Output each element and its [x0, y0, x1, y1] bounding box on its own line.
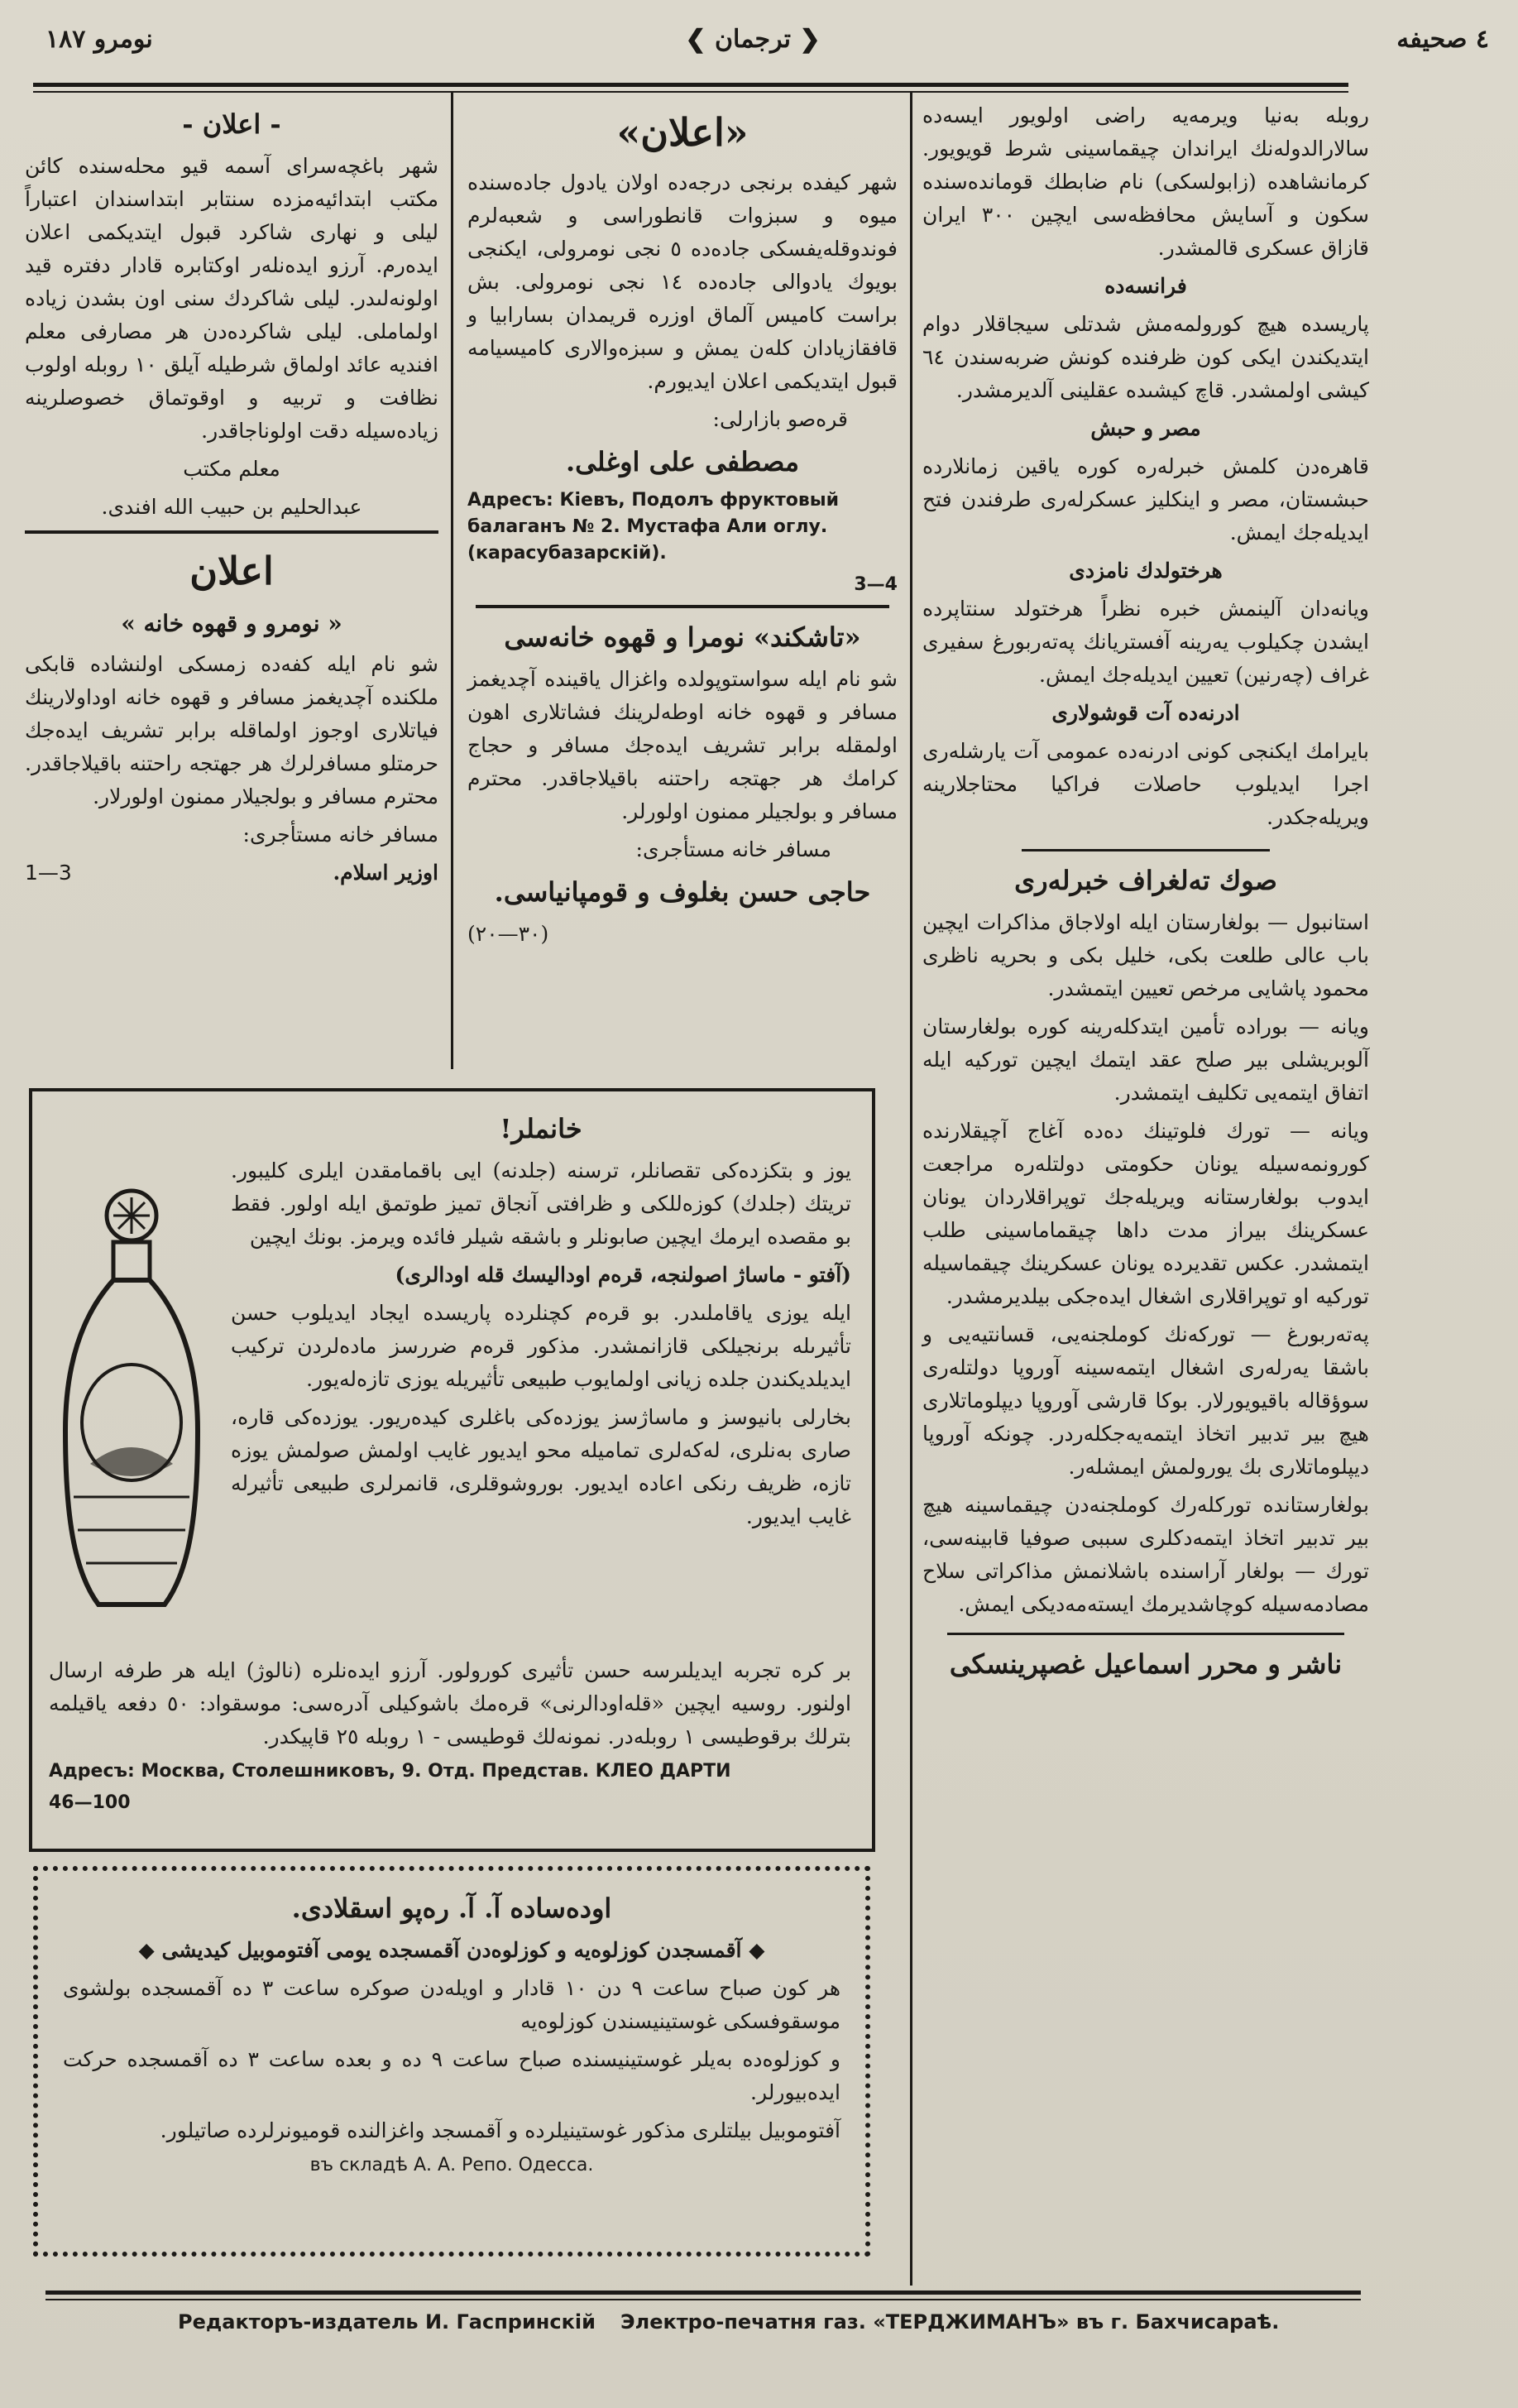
section-text-egypt: قاهرەدن كلمش خبرلەرە كورە ياقين زمانلاردە حبشستان، مصر و اينكليز عسكرلەرى طرفندن فتح ايديلەجك ايمش.: [922, 454, 1369, 544]
cleo-ad-address: Адресъ: Москва, Столешниковъ, 9. Отд. Представ. КЛЕО ДАРТИ: [49, 1761, 731, 1782]
school-ad-sign-label: معلم مكتب: [183, 457, 280, 481]
paper-name-text: ترجمان: [715, 25, 791, 54]
header-rule-thin: [33, 91, 1348, 93]
left-rule: [25, 530, 438, 534]
auto-ad-line-2: هر كون صباح ساعت ٩ دن ١٠ قادار و اويلەدن صوكرە ساعت ٣ دە آقمسجدە بولشوى موسقوفسكى غوستينيسندن كوزلوەيە: [63, 1976, 841, 2033]
issue-label: نومرو ١٨٧: [45, 25, 153, 54]
cleo-ad-product: (آفتو - ماساژ اصولنجە، قرەم اوداليسك قلە اودالرى): [395, 1263, 851, 1287]
footer-rule: [45, 2290, 1361, 2295]
header-rule: [33, 83, 1348, 87]
page-label: ٤ صحيفه: [1396, 25, 1489, 54]
cleo-ad-title: خانملر!: [500, 1113, 582, 1144]
right-column: [922, 99, 1369, 1690]
section-title-egypt: مصر و حبش: [1090, 416, 1201, 440]
telegraph-item-2: ويانە — بورادە تأمين ايتدكلەرينە كورە بولغارستان آلوبريشلى بير صلح عقد ايتمك ايچين توركيە ايلە اتفاق ايتمەيى تكليف ايتمشدر.: [922, 1015, 1369, 1105]
telegraph-item-1: استانبول — بولغارستان ايلە اولاجاق مذاكرات ايچين باب عالى طلعت بكى، خليل بكى و بحريە ناظرى محمود پاشايى مرخص تعيين ايتمشدر.: [922, 910, 1369, 1000]
tashkent-signoff-label: مسافر خانە مستأجرى:: [635, 837, 831, 861]
cleo-ad-text-4: بر كرە تجربە ايديلىرسە حسن تأثيرى كورولور. آرزو ايدەنلرە (نالوژ) ايلە هر طرفە ارسال اولنور. روسيە ايچين «قلەاودالرنى» قرەمك باشوكيلى آدرەسى: موسقواد: ٥٠ دفعە ياقيلمە بترلك برقوطيسى ١ روبلەدر. نمونەلك قوطيسى - ١ روبلە ٢٥ قاپيكدر.: [49, 1658, 851, 1748]
bottle-illustration: [49, 1182, 214, 1613]
section-text-france: پاريسدە هيچ كورولمەمش شدتلى سيجاقلار دوام ايتديكندن ايكى كون ظرفندە كونش ضربەسندن ٦٤ كيشى اولمشدر. قاچ كيشىدە عقلينى آلديرمشدر.: [922, 312, 1369, 402]
hotel-ad-title: اعلان: [189, 549, 274, 593]
auto-ad-line-1-text: آقمسجدن كوزلوەيە و كوزلوەدن آقمسجدە يومى آفتوموبيل كيديشى: [161, 1938, 742, 1962]
right-ornament-icon: ❯: [685, 25, 706, 54]
intro-text: روبلە بەنيا ويرمەيە راضى اولويور ايسەدە سالارالدولەنك ايراندان چيقماسينى شرط قويويور. كرمانشاهدە (زابولسكى) نام ضابطك قوماندەسندە سكون و آسايش محافظەسى ايچين ٣٠٠ ايران قازاق عسكرى قالمشدر.: [922, 103, 1369, 260]
section-text-races: بايرامك ايكنجى كونى ادرنەدە عمومى آت يارشلەرى اجرا ايديلوب حاصلات فراكيا محتاجلارينە ويريلەجكدر.: [922, 739, 1369, 829]
telegraph-title: صوك تەلغراف خبرلەرى: [1014, 865, 1277, 896]
tashkent-number: (٣٠—٢٠): [467, 922, 549, 946]
auto-ad-box: [33, 1866, 870, 2257]
left-column: [25, 103, 438, 890]
paper-name: [612, 25, 893, 83]
school-ad-text: شهر باغچەسراى آسمە قيو محلەسندە كائن مكتب ابتدائيەمزدە سنتابر ابتداسندان اعتباراً ليلى و نهارى شاكرد قبول ايتديكمى اعلان ايدەرم. آرزو ايدەنلەر اوكتابرە قادار دفترە قيد اولونەلىدر. ليلى شاكردك سنى اون بشدن زيادە اولماملى. ليلى شاكردەدن هر مصارفى معلم افنديە عائد اولماق شرطيلە آيلق ١٠ روبلە اولوب نظافت و تربيە و اوقوتماق خصوصلرينە زيادەسيلە دقت اولوناجاقدر.: [25, 154, 438, 443]
right-diamond-icon: ◆: [138, 1938, 155, 1962]
cleo-ad-text-3: بخارلى بانيوسز و ماساژسز يوزدەكى باغلرى كيدەريور. يوزدەكى قارە، صارى بەنلرى، لەكەلرى تماميلە محو ايديور غايب اولمش صولمش يوزە تازە، ظريف رنكى اعادە ايديور. بوروشوقلرى، قانمرلرى طبيعى تأثيرلە غايب ايديور.: [231, 1405, 851, 1528]
footer-editor: Редакторъ-издатель И. Гаспринскій: [178, 2310, 596, 2334]
left-ornament-icon: ❮: [799, 25, 821, 54]
auto-ad-line-3: و كوزلوەدە بەيلر غوستينيسندە صباح ساعت ٩ دە و بعدە ساعت ٣ دە آقمسجدە حركت ايدەبيورلر.: [63, 2047, 840, 2104]
left-diamond-icon: ◆: [749, 1938, 765, 1962]
column-divider-right: [910, 93, 912, 2286]
fruit-ad-title: «اعلان»: [616, 110, 749, 155]
fruit-ad-text: شهر كيفدە برنجى درجەدە اولان يادول جادەسندە ميوە و سبزوات قانطوراسى و شعبەلرم فوندوقلەيفسكى جادەدە ٥ نجى نومرولى، ايكنجى بويوك يادوالى جادەدە ١٤ نجى نومرولى. بش براست كاميس آلماق اوزرە قريمدان بسارابيا و قافقازيادان كلەن يمش و سبزەوالارى كاميسيامە قبول ايتديكمى اعلان ايديورم.: [467, 170, 898, 393]
fruit-ad-signoff-label: قرەصو بازارلى:: [712, 407, 848, 431]
tashkent-title: «تاشكند» نومرا و قهوە خانەسى: [504, 621, 861, 653]
cleo-ad-body: [231, 1108, 851, 1538]
hotel-ad-text: شو نام ايلە كفەدە زمسكى اولنشادە قابكى ملكندە آچديغمز مسافر و قهوە خانە اوداولارينك فياتلارى اوجوز اولماقلە برابر تشريف ايدەجك حرمتلو مسافرلرك هر جهتجە راحتنە باقيلاجاقدر. محترم مسافر و بولجيلار ممنون اولورلار.: [25, 652, 438, 808]
cleo-ad-box: [29, 1088, 875, 1852]
telegraph-item-5: بولغارستاندە توركلەرك كوملجنەدن چيقماسينە هيچ بير تدبير اتخاذ ايتمەدكلرى سببى صوفيا قابينەسى، تورك — بولغار آراسندە باشلانمش مذاكراتى سلاح مصادمەسيلە كوچاشديرمك ايستەمەديكى ايمش.: [922, 1493, 1369, 1616]
section-rule: [1022, 849, 1270, 851]
fruit-ad-number: 3—4: [854, 574, 898, 595]
cleo-ad-text-2: ايلە يوزى ياقاملىدر. بو قرەم كچنلرده پاريسده ايجاد ايديلوب حسن تأثيرىلە برنجيلكى قازانمشدر. مذكور قرەم ضررسز مادەلردن تركيب ايديلديكندن جلدە زيانى اولمايوب طبيعى تأثيريلە يوزى تازەلەيور.: [231, 1301, 851, 1391]
publisher-line: ناشر و محرر اسماعيل غصپرينسكى: [949, 1648, 1343, 1680]
footer-press: Электро-печатня газ. «ТЕРДЖИМАНЪ» въ г. Бахчисараѣ.: [620, 2310, 1280, 2334]
fruit-ad-address: Адресъ: Кіевъ, Подолъ фруктовый балаганъ № 2. Мустафа Али оглу. (карасубазарскій).: [467, 490, 840, 564]
school-ad-sign-name: عبدالحليم بن حبيب الله افندى.: [101, 495, 362, 519]
auto-ad-footer: въ складѣ А. А. Репо. Одесса.: [309, 2155, 594, 2175]
auto-ad-line-1: [63, 1934, 840, 1967]
middle-rule: [476, 605, 889, 608]
cleo-ad-text-1: يوز و بتكزدەكى تقصانلر، ترسنە (جلدنە) ايى باقمامقدن ايلرى كليبور. تريتك (جلدك) كوزەللكى و ظرافتى آنجاق تميز طوتمق ايلە اولور. فقط بو مقصدە ايرمك ايچين صابونلر و باشقە شيلر فائدە ويرمز. بونك ايچين: [231, 1158, 851, 1249]
fruit-ad-signoff-name: مصطفى على اوغلى.: [565, 446, 800, 477]
hotel-ad-subtitle: « نومرو و قهوە خانە »: [121, 610, 342, 637]
auto-ad-title: اودەسادە آ. آ. رەپو اسقلادى.: [291, 1892, 612, 1924]
section-title-candidate: هرختولدك نامزدى: [1069, 559, 1223, 583]
hotel-ad-number: 1—3: [25, 861, 72, 885]
section-text-candidate: ويانەدان آلينمش خبرە نظراً هرختولد سنتاپردە ايشدن چكيلوب يەرينە آفستريانك پەتەربورغ سفيرى غراف (چەرنين) تعيين ايديلەجك ايمش.: [922, 597, 1369, 687]
middle-column: [467, 103, 898, 956]
tashkent-signoff-name: حاجى حسن بغلوف و قومپانياسى.: [494, 876, 871, 908]
hotel-ad-sign-name: اوزير اسلام.: [333, 861, 438, 885]
column-divider-left: [451, 93, 453, 1069]
section-title-france: فرانسەدە: [1104, 274, 1187, 298]
telegraph-item-4: پەتەربورغ — توركەنك كوملجنەيى، قسانتيەيى و باشقا يەرلەرى اشغال ايتمەسينە آوروپا دولتلەرى سوؤقالە باقيويورلار. بوكا قارشى آوروپا ديپلوماتلارى هيچ بير تدبير اتخاذ ايتمەيەجكلەردر. چونكە آوروپا ديپلوماتلارى بك يورولمش ايمشلەر.: [922, 1322, 1369, 1479]
auto-ad-body: [63, 1888, 840, 2184]
school-ad-title: - اعلان -: [182, 108, 281, 140]
auto-ad-line-4: آفتوموبيل بيلتلرى مذكور غوستينيلردە و آقمسجد واغزالندە قوميونرلردە صاتيلور.: [160, 2118, 840, 2142]
publisher-rule: [947, 1633, 1344, 1635]
tashkent-text: شو نام ايلە سواستوپولدە واغزال ياقيندە آچديغمز مسافر و قهوە خانە اوطەلرينك فشاتلارى اهون اولمقلە برابر تشريف ايدەجك مسافر و حجاج كرامك هر جهتجە راحتنە باقيلاجاقدر. محترم مسافر و بولجيلر ممنون اولورلر.: [467, 667, 898, 823]
hotel-ad-sign-row: [25, 856, 438, 890]
section-title-races: ادرنەدە آت قوشولارى: [1051, 701, 1240, 725]
telegraph-item-3: ويانە — تورك فلوتينك دەدە آغاج آچيقلارندە كورونمەسيلە يونان حكومتى دولتلەرە مراجعت ايدوب بولغارستانە ويريلەجك توپراقلاردان يونان عسكرينك بيراز مدت داها چيقماماسينى طلب ايتمشدر. عكس تقديردە يونان عسكرينك چيقماسيلە توركيە او توپراقلارى اشغال ايدەجكى بيلديرمشدر.: [922, 1119, 1369, 1308]
hotel-ad-sign-label: مسافر خانە مستأجرى:: [242, 823, 438, 847]
cleo-ad-bottom: [49, 1654, 851, 1821]
footer-rule-thin: [45, 2299, 1361, 2300]
cleo-ad-number: 46—100: [49, 1792, 131, 1813]
